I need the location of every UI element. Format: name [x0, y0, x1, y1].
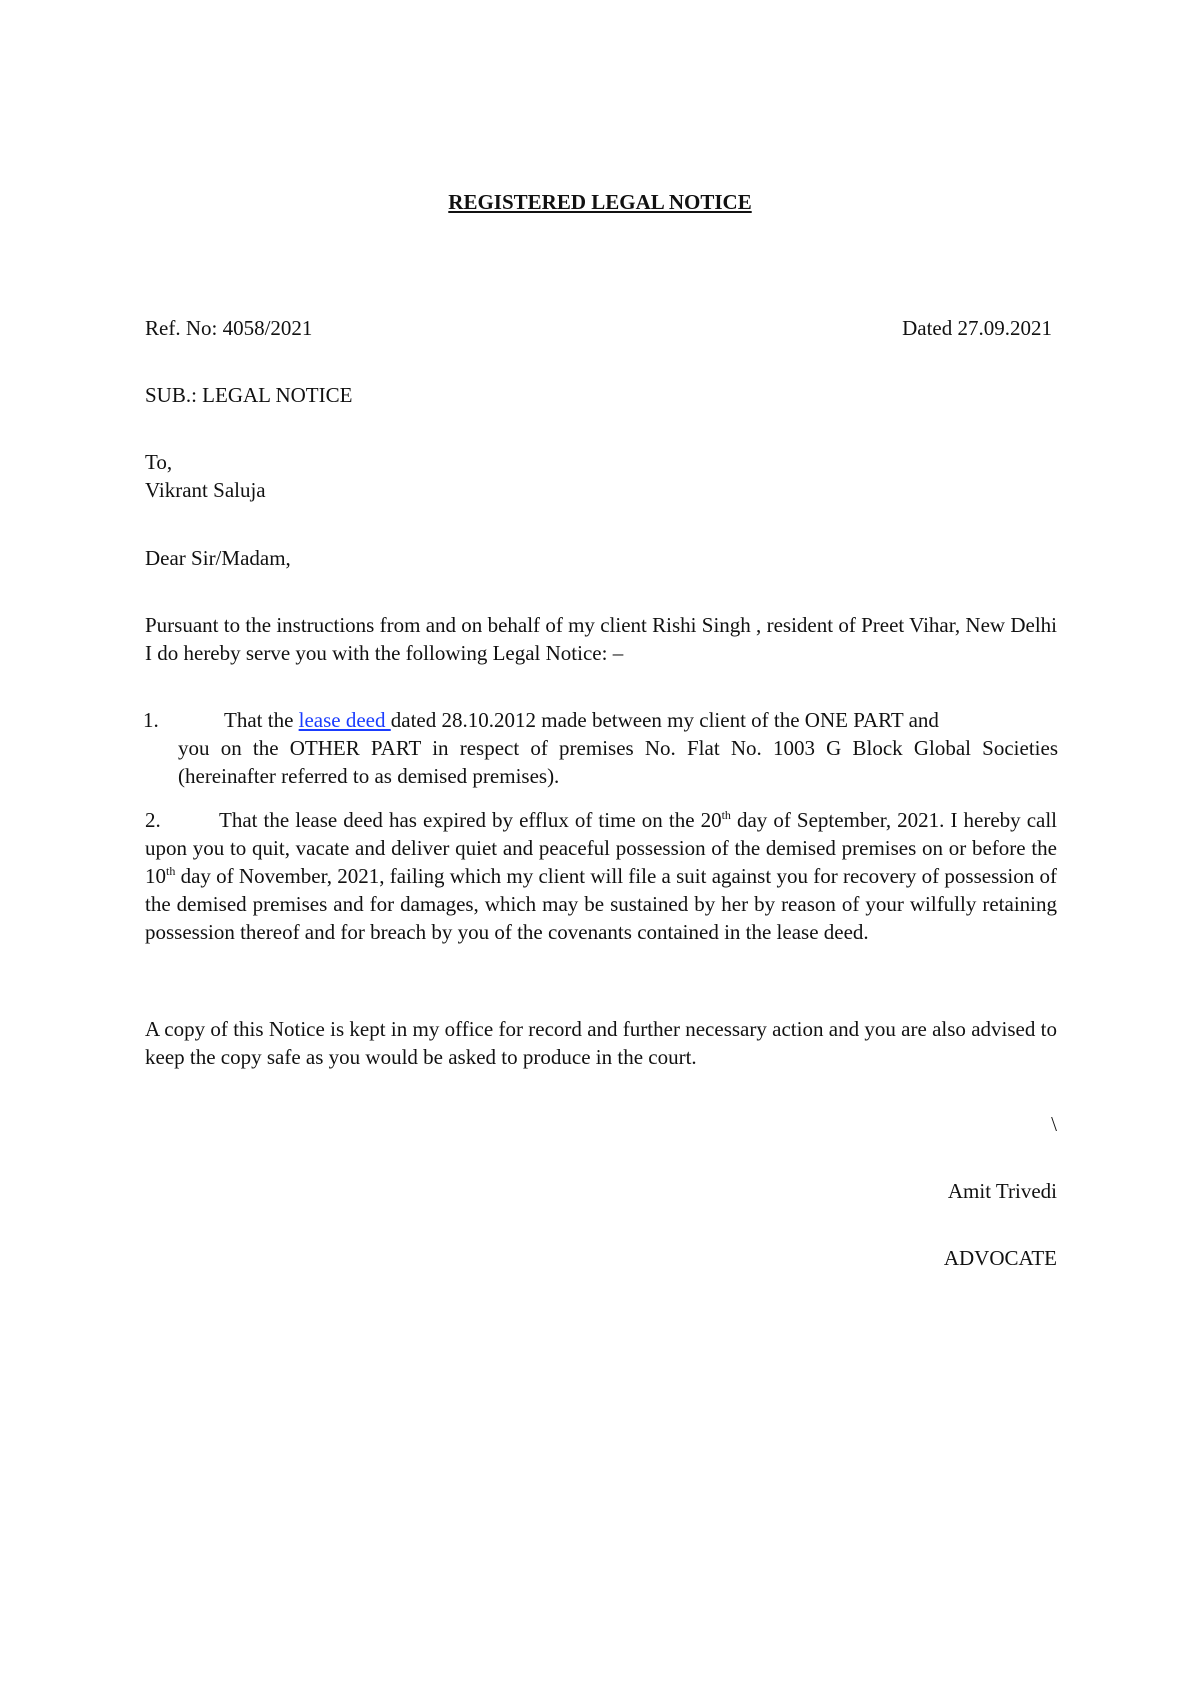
- stray-mark: \: [1051, 1112, 1057, 1136]
- notice-title: REGISTERED LEGAL NOTICE: [448, 190, 752, 214]
- reference-number: Ref. No: 4058/2021: [145, 316, 313, 340]
- list-item-2-text-part3: day of November, 2021, failing which my client will file a suit against you for recovery of possession of the demised premises and for damages, which may be sustained by her by reason of your wilfully retaining possession thereof and for breach by you of the covenants contained in the lease deed.: [145, 864, 1057, 944]
- signer-designation: ADVOCATE: [943, 1246, 1057, 1270]
- signer-name: Amit Trivedi: [947, 1179, 1057, 1203]
- list-item-2-text-part1: That the lease deed has expired by efflux of time on the 20: [219, 808, 722, 832]
- subject-line: SUB.: LEGAL NOTICE: [145, 383, 353, 407]
- list-item-2-sup1: th: [721, 808, 731, 822]
- list-item-2-sup2: th: [166, 864, 176, 878]
- list-item-1-line1-suffix: dated 28.10.2012 made between my client of the ONE PART and: [390, 708, 939, 732]
- list-item-1-continuation: you on the OTHER PART in respect of premises No. Flat No. 1003 G Block Global Societies (hereinafter referred to as demised premises).: [178, 736, 1058, 788]
- list-item-1-number: 1.: [143, 708, 159, 732]
- copy-paragraph: A copy of this Notice is kept in my office for record and further necessary action and you are also advised to keep the copy safe as you would be asked to produce in the court.: [145, 1017, 1057, 1069]
- salutation: Dear Sir/Madam,: [145, 546, 291, 570]
- list-item-1-first-line: [224, 706, 939, 734]
- to-label: To,: [145, 450, 173, 474]
- list-item-2-text-part2: day of September, 2021. I hereby call upon you to quit, vacate and deliver quiet and peaceful possession of the demised premises on or before the 10: [145, 808, 1057, 888]
- list-item-1-prefix: That the: [224, 708, 299, 732]
- recipient-name: Vikrant Saluja: [145, 478, 266, 502]
- list-item-2: [145, 806, 1057, 946]
- list-item-2-number: 2.: [145, 808, 161, 832]
- notice-date: Dated 27.09.2021: [902, 316, 1052, 340]
- intro-paragraph: Pursuant to the instructions from and on behalf of my client Rishi Singh , resident of Preet Vihar, New Delhi I do hereby serve you with the following Legal Notice: –: [145, 613, 1057, 665]
- lease-deed-link[interactable]: lease deed: [298, 708, 391, 732]
